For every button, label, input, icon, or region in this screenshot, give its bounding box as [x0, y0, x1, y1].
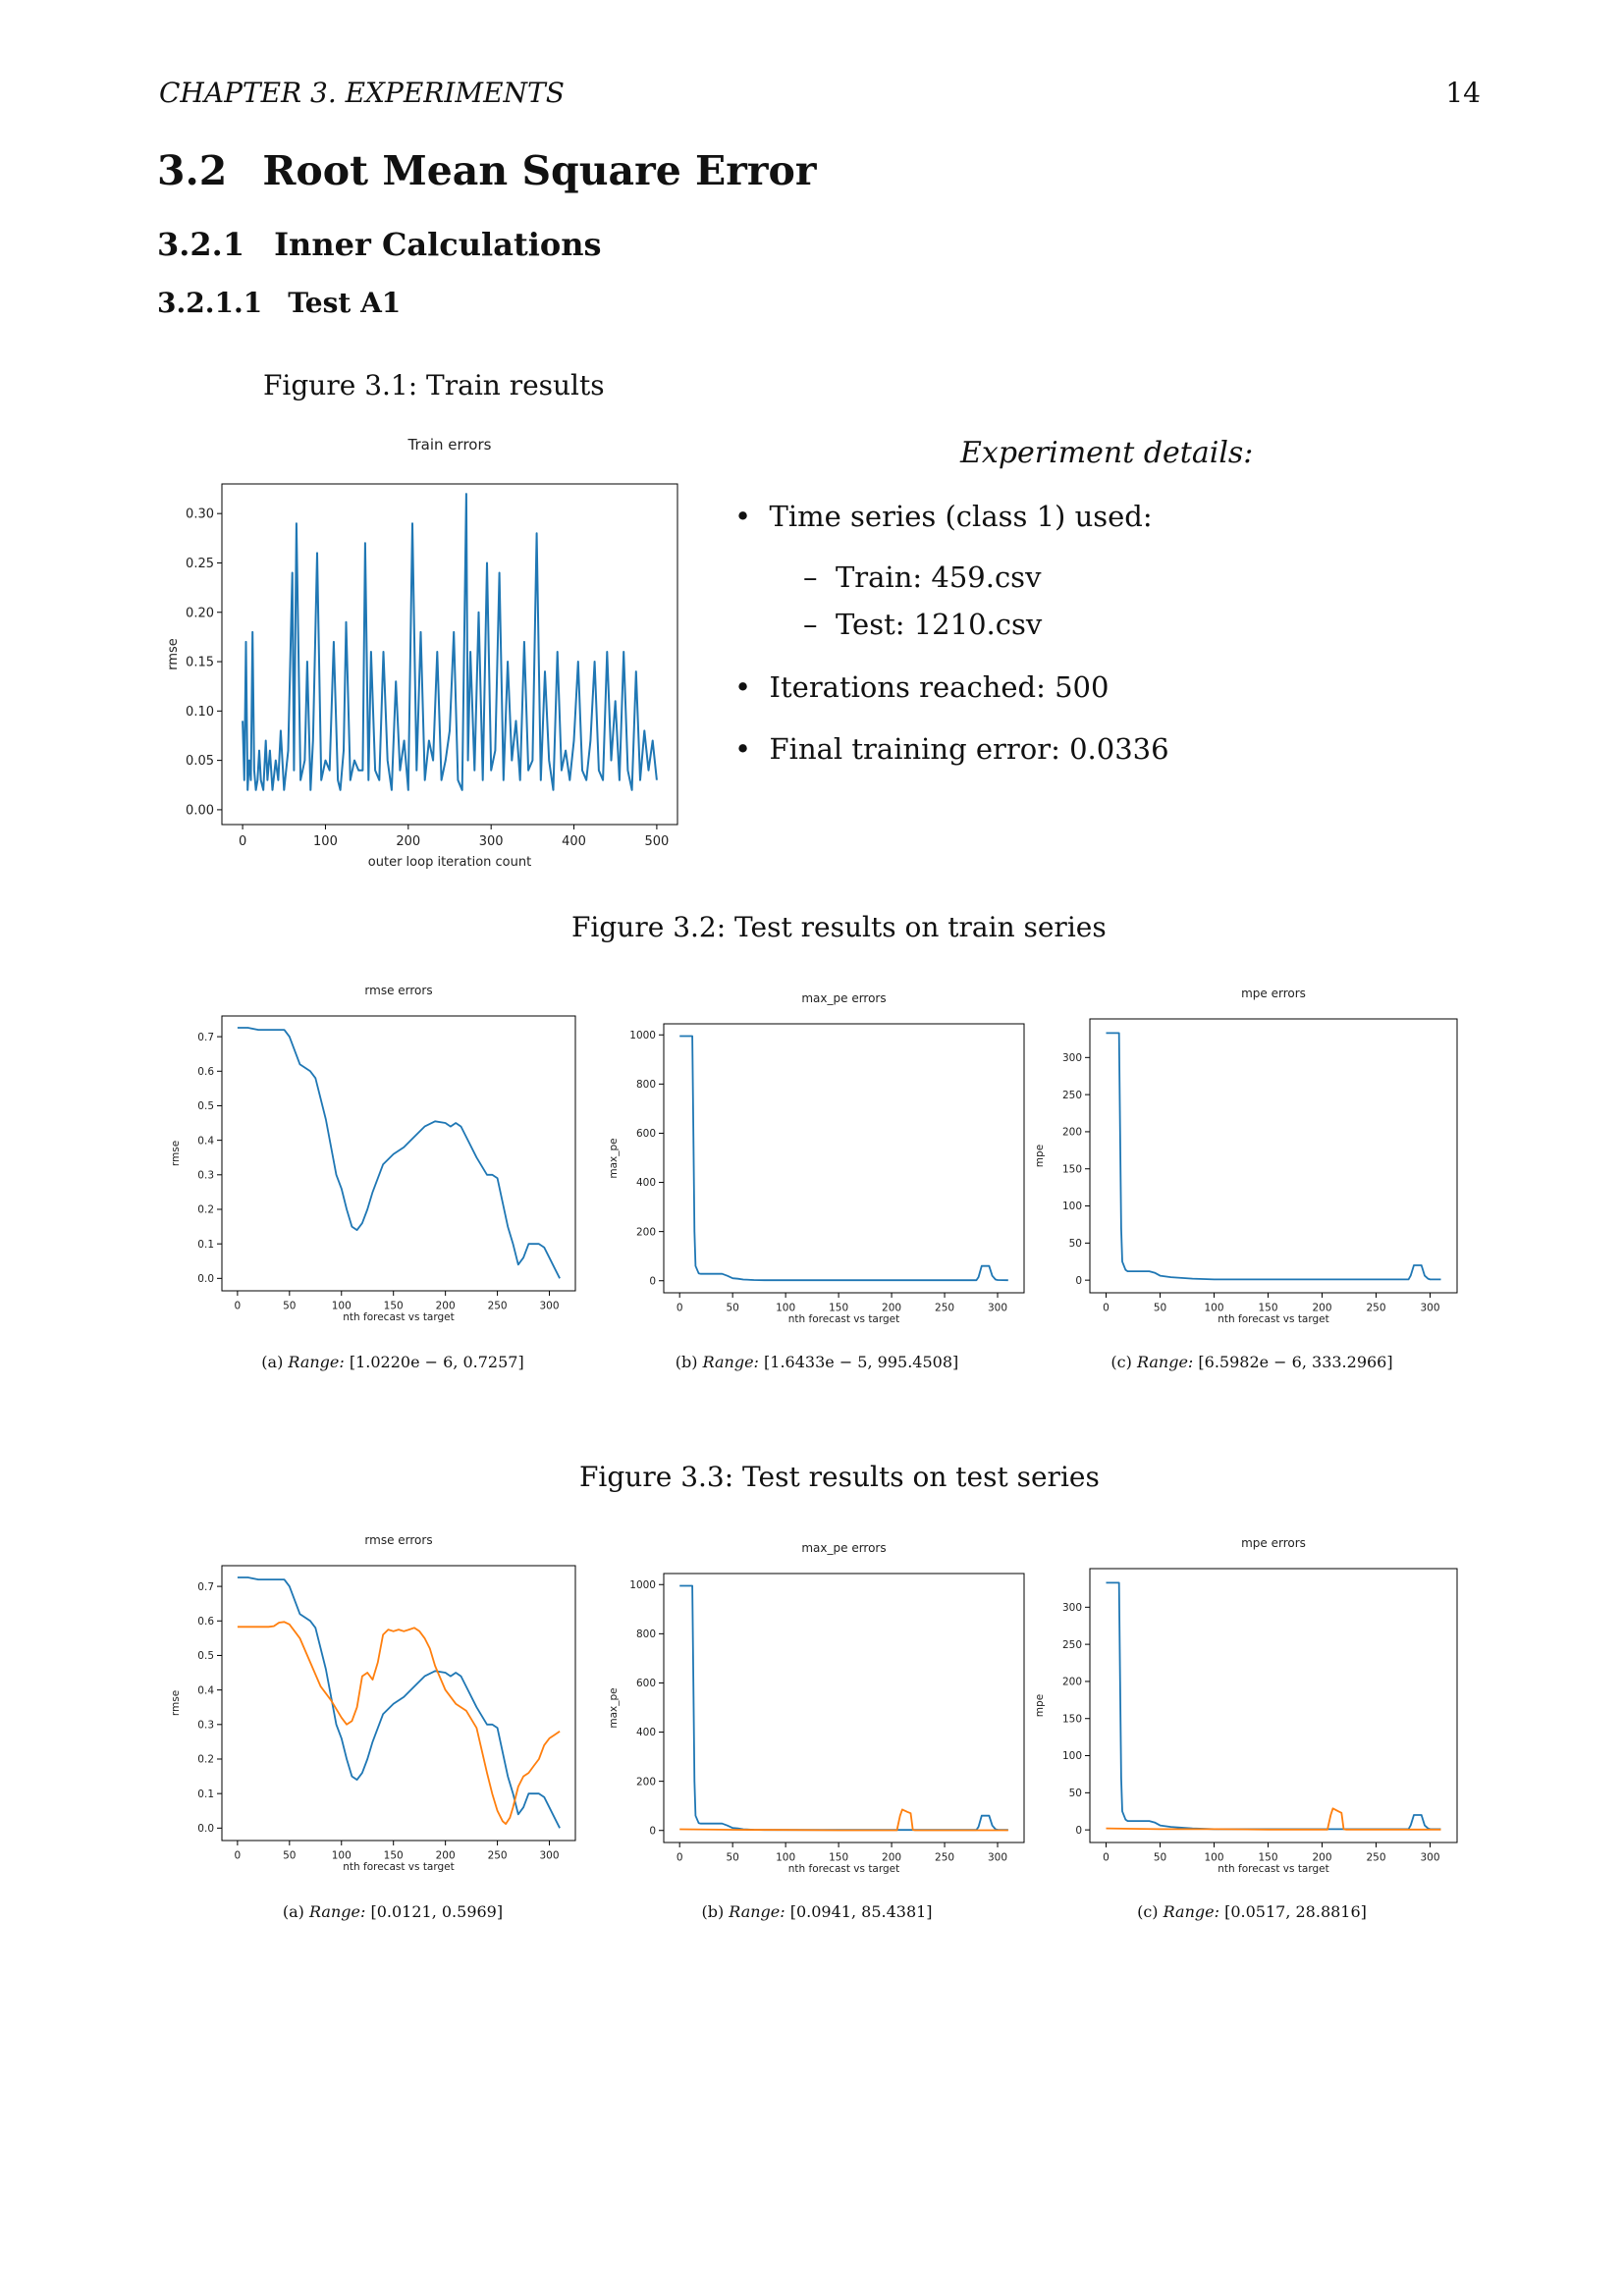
y-tick-label: 0: [1075, 1274, 1082, 1287]
x-tick-label: 100: [1204, 1851, 1224, 1864]
y-tick-label: 0.5: [197, 1650, 214, 1663]
bullet-item-final-error: [734, 732, 1169, 766]
y-tick-label: 0: [1075, 1824, 1082, 1837]
subsubsection-heading: [157, 287, 401, 319]
y-tick-label: 800: [635, 1079, 656, 1092]
x-tick-label: 150: [1258, 1302, 1278, 1314]
y-tick-label: 0.00: [186, 803, 214, 819]
chart-title: rmse errors: [364, 984, 433, 997]
bullet-item-time-series: [734, 500, 1153, 533]
subsection-number: 3.2.1: [157, 226, 245, 263]
x-tick-label: 200: [435, 1300, 456, 1312]
chart-title: rmse errors: [364, 1533, 433, 1547]
x-tick-label: 50: [1153, 1851, 1167, 1864]
x-tick-label: 100: [776, 1851, 796, 1864]
x-tick-label: 100: [331, 1300, 352, 1312]
experiment-details-title: Experiment details:: [960, 436, 1254, 470]
subcaption-f3a: (a) Range: [0.0121, 0.5969]: [282, 1902, 504, 1921]
plot-frame: [222, 1566, 575, 1841]
y-tick-label: 0: [649, 1825, 656, 1838]
chart-f2-rmse-errors: [167, 972, 599, 1335]
series-line-1: [243, 494, 657, 790]
x-tick-label: 0: [1103, 1851, 1110, 1864]
series-line-1: [1107, 1033, 1441, 1279]
x-tick-label: 150: [829, 1302, 849, 1314]
subsubsection-title: Test A1: [288, 287, 402, 319]
bullet-text: Time series (class 1) used:: [769, 500, 1153, 533]
y-tick-label: 0.05: [186, 754, 214, 770]
x-axis-label: nth forecast vs target: [1218, 1313, 1329, 1325]
x-tick-label: 50: [283, 1849, 297, 1862]
x-tick-label: 0: [676, 1302, 683, 1314]
x-tick-label: 250: [935, 1302, 955, 1314]
y-tick-label: 0.4: [197, 1684, 214, 1697]
subcaption-f2b: (b) Range: [1.6433e − 5, 995.4508]: [675, 1353, 959, 1371]
y-tick-label: 1000: [629, 1578, 656, 1591]
x-tick-label: 100: [313, 834, 338, 849]
x-tick-label: 100: [776, 1302, 796, 1314]
series-line-1: [679, 1037, 1008, 1281]
x-tick-label: 150: [383, 1300, 404, 1312]
y-tick-label: 0.3: [197, 1719, 214, 1732]
y-axis-label: max_pe: [608, 1687, 620, 1729]
y-tick-label: 200: [635, 1226, 656, 1239]
y-axis-label: max_pe: [608, 1138, 620, 1179]
x-tick-label: 0: [238, 834, 247, 849]
y-tick-label: 0.7: [197, 1580, 214, 1593]
y-tick-label: 0.2: [197, 1753, 214, 1766]
y-axis-label: mpe: [1034, 1144, 1046, 1168]
x-tick-label: 400: [562, 834, 586, 849]
chart-f3-rmse-errors: [167, 1522, 599, 1885]
figure-3-1-caption: Figure 3.1: Train results: [263, 369, 605, 401]
y-tick-label: 400: [635, 1177, 656, 1190]
chart-title: mpe errors: [1241, 1536, 1306, 1550]
series-line-1: [238, 1577, 560, 1828]
x-tick-label: 0: [234, 1300, 242, 1312]
y-tick-label: 250: [1061, 1638, 1082, 1651]
dash-marker: –: [803, 608, 818, 641]
chart-f3-max-pe-errors: [599, 1522, 1031, 1885]
x-tick-label: 50: [1153, 1302, 1167, 1314]
x-tick-label: 0: [1103, 1302, 1110, 1314]
subsubsection-number: 3.2.1.1: [157, 287, 263, 319]
x-tick-label: 50: [726, 1851, 739, 1864]
x-tick-label: 0: [676, 1851, 683, 1864]
chart-title: Train errors: [407, 436, 492, 454]
chart-train-errors: [157, 422, 707, 874]
running-header: CHAPTER 3. EXPERIMENTS: [159, 77, 565, 109]
chart-f2-max-pe-errors: [599, 972, 1031, 1335]
y-tick-label: 150: [1061, 1163, 1082, 1176]
y-tick-label: 0.6: [197, 1065, 214, 1078]
y-tick-label: 250: [1061, 1089, 1082, 1101]
section-title: Root Mean Square Error: [262, 147, 817, 194]
x-tick-label: 300: [539, 1300, 560, 1312]
subcaption-f3b: (b) Range: [0.0941, 85.4381]: [701, 1902, 933, 1921]
y-tick-label: 0.0: [197, 1273, 214, 1286]
y-tick-label: 0.20: [186, 606, 214, 621]
x-tick-label: 200: [396, 834, 421, 849]
y-tick-label: 0.6: [197, 1615, 214, 1628]
chart-title: max_pe errors: [801, 991, 887, 1005]
x-tick-label: 500: [644, 834, 670, 849]
bullet-dot: •: [734, 670, 752, 704]
series-line-1: [679, 1586, 1008, 1831]
x-tick-label: 250: [1366, 1851, 1386, 1864]
plot-frame: [1090, 1019, 1457, 1293]
y-tick-label: 300: [1061, 1601, 1082, 1614]
bullet-text: Iterations reached: 500: [769, 670, 1110, 704]
y-tick-label: 50: [1068, 1788, 1082, 1800]
y-tick-label: 0.25: [186, 557, 214, 572]
bullet-dot: •: [734, 732, 752, 766]
y-tick-label: 0.10: [186, 704, 214, 720]
series-line-2: [1107, 1808, 1441, 1830]
y-tick-label: 1000: [629, 1029, 656, 1041]
series-line-1: [238, 1028, 560, 1278]
y-tick-label: 100: [1061, 1201, 1082, 1213]
sub-item-test: [803, 608, 1043, 641]
section-heading: [157, 147, 816, 194]
y-tick-label: 0.3: [197, 1169, 214, 1182]
bullet-text: Final training error: 0.0336: [769, 732, 1169, 766]
x-tick-label: 100: [1204, 1302, 1224, 1314]
x-tick-label: 200: [435, 1849, 456, 1862]
chart-f2-mpe-errors: [1031, 972, 1463, 1335]
y-axis-label: rmse: [170, 1689, 182, 1717]
dash-marker: –: [803, 561, 818, 594]
x-axis-label: nth forecast vs target: [343, 1861, 455, 1873]
x-tick-label: 250: [935, 1851, 955, 1864]
page-number: 14: [1445, 77, 1481, 109]
y-tick-label: 200: [635, 1776, 656, 1789]
bullet-item-iterations: [734, 670, 1110, 704]
y-tick-label: 100: [1061, 1750, 1082, 1763]
figure-3-3-caption: Figure 3.3: Test results on test series: [579, 1461, 1100, 1493]
y-tick-label: 400: [635, 1727, 656, 1739]
x-axis-label: nth forecast vs target: [787, 1863, 900, 1875]
plot-frame: [664, 1024, 1024, 1293]
y-tick-label: 150: [1061, 1713, 1082, 1726]
x-tick-label: 300: [987, 1302, 1008, 1314]
x-tick-label: 150: [383, 1849, 404, 1862]
series-line-2: [238, 1622, 560, 1824]
x-tick-label: 300: [478, 834, 504, 849]
section-number: 3.2: [157, 147, 228, 194]
y-tick-label: 0.5: [197, 1100, 214, 1113]
plot-frame: [664, 1574, 1024, 1842]
x-tick-label: 250: [487, 1849, 508, 1862]
subcaption-f2a: (a) Range: [1.0220e − 6, 0.7257]: [261, 1353, 524, 1371]
y-axis-label: rmse: [166, 638, 181, 670]
plot-frame: [222, 1016, 575, 1291]
y-tick-label: 600: [635, 1678, 656, 1690]
x-tick-label: 100: [331, 1849, 352, 1862]
y-tick-label: 0.15: [186, 655, 214, 670]
x-axis-label: outer loop iteration count: [367, 855, 532, 870]
x-tick-label: 200: [882, 1851, 902, 1864]
x-tick-label: 200: [882, 1302, 902, 1314]
x-tick-label: 300: [1420, 1851, 1440, 1864]
subsection-heading: [157, 226, 602, 263]
x-tick-label: 200: [1312, 1851, 1332, 1864]
x-tick-label: 150: [829, 1851, 849, 1864]
chart-title: mpe errors: [1241, 987, 1306, 1000]
y-tick-label: 300: [1061, 1051, 1082, 1064]
x-tick-label: 300: [1420, 1302, 1440, 1314]
y-tick-label: 0.1: [197, 1788, 214, 1800]
x-tick-label: 50: [726, 1302, 739, 1314]
sub-item-text: Test: 1210.csv: [835, 608, 1043, 641]
x-axis-label: nth forecast vs target: [1218, 1863, 1329, 1875]
x-tick-label: 250: [487, 1300, 508, 1312]
y-tick-label: 0.4: [197, 1135, 214, 1148]
bullet-dot: •: [734, 500, 752, 533]
x-tick-label: 300: [539, 1849, 560, 1862]
chart-f3-mpe-errors: [1031, 1522, 1463, 1885]
y-axis-label: rmse: [170, 1140, 182, 1167]
x-tick-label: 0: [234, 1849, 242, 1862]
x-tick-label: 300: [987, 1851, 1008, 1864]
x-tick-label: 150: [1258, 1851, 1278, 1864]
x-tick-label: 200: [1312, 1302, 1332, 1314]
figure-3-2-caption: Figure 3.2: Test results on train series: [571, 911, 1107, 943]
y-axis-label: mpe: [1034, 1693, 1046, 1718]
subcaption-f2c: (c) Range: [6.5982e − 6, 333.2966]: [1110, 1353, 1393, 1371]
x-tick-label: 50: [283, 1300, 297, 1312]
subcaption-f3c: (c) Range: [0.0517, 28.8816]: [1137, 1902, 1367, 1921]
chart-title: max_pe errors: [801, 1541, 887, 1555]
series-line-1: [1107, 1582, 1441, 1829]
y-tick-label: 0.2: [197, 1203, 214, 1216]
y-tick-label: 200: [1061, 1126, 1082, 1139]
x-axis-label: nth forecast vs target: [787, 1313, 900, 1325]
y-tick-label: 0.1: [197, 1238, 214, 1251]
y-tick-label: 0.7: [197, 1031, 214, 1043]
y-tick-label: 800: [635, 1629, 656, 1641]
sub-item-train: [803, 563, 1041, 592]
y-tick-label: 50: [1068, 1238, 1082, 1251]
plot-frame: [1090, 1569, 1457, 1842]
x-axis-label: nth forecast vs target: [343, 1311, 455, 1323]
sub-item-text: Train: 459.csv: [835, 561, 1042, 594]
y-tick-label: 600: [635, 1128, 656, 1141]
y-tick-label: 0.0: [197, 1823, 214, 1836]
y-tick-label: 0.30: [186, 507, 214, 522]
y-tick-label: 200: [1061, 1676, 1082, 1688]
subsection-title: Inner Calculations: [274, 226, 602, 263]
y-tick-label: 0: [649, 1275, 656, 1288]
x-tick-label: 250: [1366, 1302, 1386, 1314]
